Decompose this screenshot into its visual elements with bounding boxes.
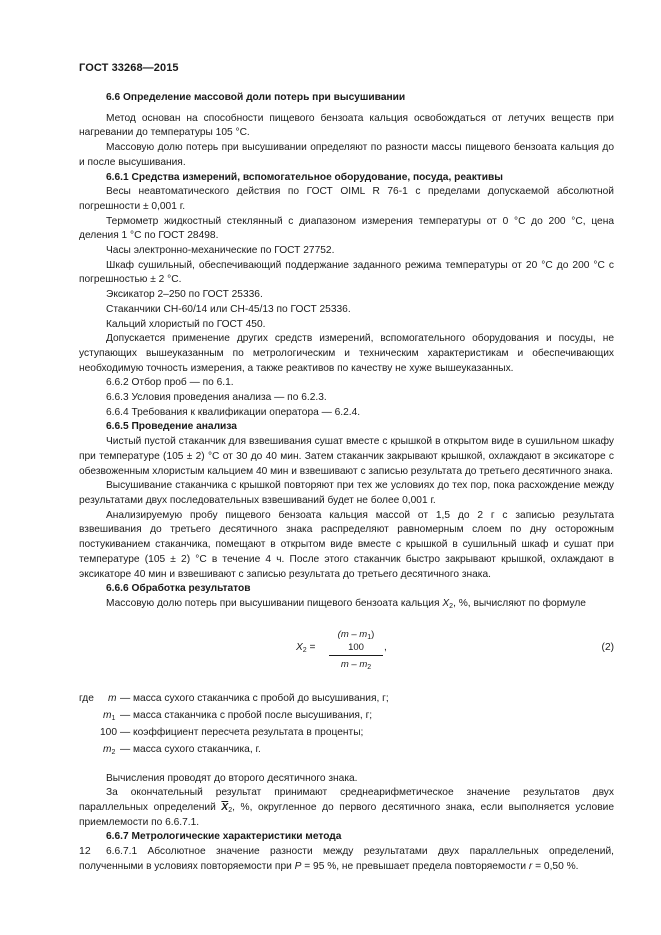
section-heading-6-6-5: 6.6.5 Проведение анализа — [106, 421, 237, 433]
section-6-6-2: 6.6.2 Отбор проб — по 6.1. — [106, 377, 234, 389]
section-heading-6-6-1: 6.6.1 Средства измерений, вспомогательное оборудование, посуда, реактивы — [106, 171, 504, 183]
paragraph: 6.6.7.1 Абсолютное значение разности между результатами двух параллельных определений, полученными в условиях повторяемости при P = 95 %, не превышает предела повторяемости r = 0,50 %. — [79, 846, 614, 872]
section-6-6-3: 6.6.3 Условия проведения анализа — по 6.2.3. — [106, 392, 327, 404]
variable-legend — [79, 692, 614, 760]
legend-lead: где — [79, 692, 94, 704]
formula-fraction — [329, 628, 383, 671]
paragraph: Вычисления проводят до второго десятичного знака. — [106, 772, 358, 784]
fraction-bar — [329, 655, 383, 656]
equipment-item: Эксикатор 2–250 по ГОСТ 25336. — [106, 289, 263, 301]
formula-comma: , — [384, 641, 387, 653]
paragraph: За окончательный результат принимают среднеарифметическое значение результатов двух параллельных определений $\overline{X}_2$, %, округленное до первого десятичного знака, если выполняется условие приемлемости по 6.6.7.1. — [79, 787, 614, 828]
paragraph: Метод основан на способности пищевого бензоата кальция освобождаться от летучих веществ при нагревании до температуры 105 °С. — [79, 112, 614, 139]
page-number: 12 — [79, 845, 91, 857]
formula-intro: Массовую долю потерь при высушивании пищевого бензоата кальция $X_2$, %, вычисляют по формуле — [106, 597, 586, 610]
equipment-item: Весы неавтоматического действия по ГОСТ OIML R 76-1 с пределами допускаемой абсолютной погрешности ± 0,001 г. — [79, 186, 614, 212]
equipment-item: Стаканчики СН-60/14 или СН-45/13 по ГОСТ 25336. — [106, 303, 351, 315]
formula-lhs: $X_2$ = — [296, 641, 316, 654]
formula-denominator: m – $m_2$ — [340, 658, 372, 671]
legend-description: — масса сухого стаканчика с пробой до высушивания, г; — [120, 692, 389, 704]
equipment-item: Кальций хлористый по ГОСТ 450. — [106, 318, 266, 330]
legend-description: — масса стаканчика с пробой после высушивания, г; — [120, 709, 373, 721]
equipment-item: Шкаф сушильный, обеспечивающий поддержание заданного режима температуры от 20 °С до 200 °С с погрешностью ± 2 °С. — [79, 259, 614, 286]
equipment-item: Термометр жидкостный стеклянный с диапазоном измерения температуры от 0 °С до 200 °С, цена деления 1 °С по ГОСТ 28498. — [79, 215, 614, 242]
section-heading-6-6: 6.6 Определение массовой доли потерь при высушивании — [106, 92, 406, 103]
paragraph: Массовую долю потерь при высушивании определяют по разности массы пищевого бензоата кальция до и после высушивания. — [79, 142, 614, 168]
section-heading-6-6-7: 6.6.7 Метрологические характеристики метода — [106, 831, 342, 843]
document-header: ГОСТ 33268—2015 — [79, 62, 179, 74]
formula-2 — [79, 622, 614, 672]
section-heading-6-6-6: 6.6.6 Обработка результатов — [106, 583, 251, 595]
legend-row — [79, 743, 614, 760]
legend-description: — коэффициент пересчета результата в проценты; — [120, 726, 364, 738]
equipment-item: Часы электронно-механические по ГОСТ 27752. — [106, 245, 335, 257]
legend-symbol: $m_1$ — [103, 709, 116, 722]
legend-row — [79, 709, 614, 726]
equipment-item: Допускается применение других средств измерений, вспомогательного оборудования и посуды, не уступающих вышеуказанным по метрологическим и техническим характеристикам и обеспечивающих необходимую точность измерения, а также реактивов по качеству не хуже вышеуказанных. — [79, 333, 614, 374]
legend-row — [79, 692, 614, 709]
paragraph: Чистый пустой стаканчик для взвешивания сушат вместе с крышкой в открытом виде в сушильном шкафу при температуре (105 ± 2) °С от 30 до 40 мин. Затем стаканчик закрывают крышкой, охлаждают в эксикаторе с обезвоженным хлористым кальцием 40 мин и взвешивают с записью результата до третьего десятичного знака. — [79, 436, 614, 477]
document-body — [79, 91, 614, 875]
legend-description: — масса сухого стаканчика, г. — [120, 743, 261, 755]
section-6-6-4: 6.6.4 Требования к квалификации оператора — 6.2.4. — [106, 406, 361, 418]
legend-symbol: 100 — [100, 726, 117, 738]
formula-number: (2) — [601, 641, 614, 653]
paragraph: Высушивание стаканчика с крышкой повторяют при тех же условиях до тех пор, пока расхождение между результатами двух последовательных взвешиваний будет не более 0,001 г. — [79, 480, 614, 506]
formula-numerator: $(m - m_1)$ 100 — [337, 628, 375, 653]
legend-symbol: $m_2$ — [103, 743, 116, 756]
paragraph: Анализируемую пробу пищевого бензоата кальция массой от 1,5 до 2 г с записью результата взвешивания до третьего десятичного знака распределяют равномерным слоем по дну осторожным постукиванием стаканчика, помещают в открытом виде вместе с крышкой в сушильный шкаф и сушат при температуре (105 ± 2) °С в течение 4 ч. После этого стаканчик быстро закрывают крышкой, охлаждают в эксикаторе 40 мин и взвешивают с записью результата до третьего десятичного знака. — [79, 509, 614, 580]
legend-row — [79, 726, 614, 743]
legend-symbol: m — [108, 692, 117, 704]
